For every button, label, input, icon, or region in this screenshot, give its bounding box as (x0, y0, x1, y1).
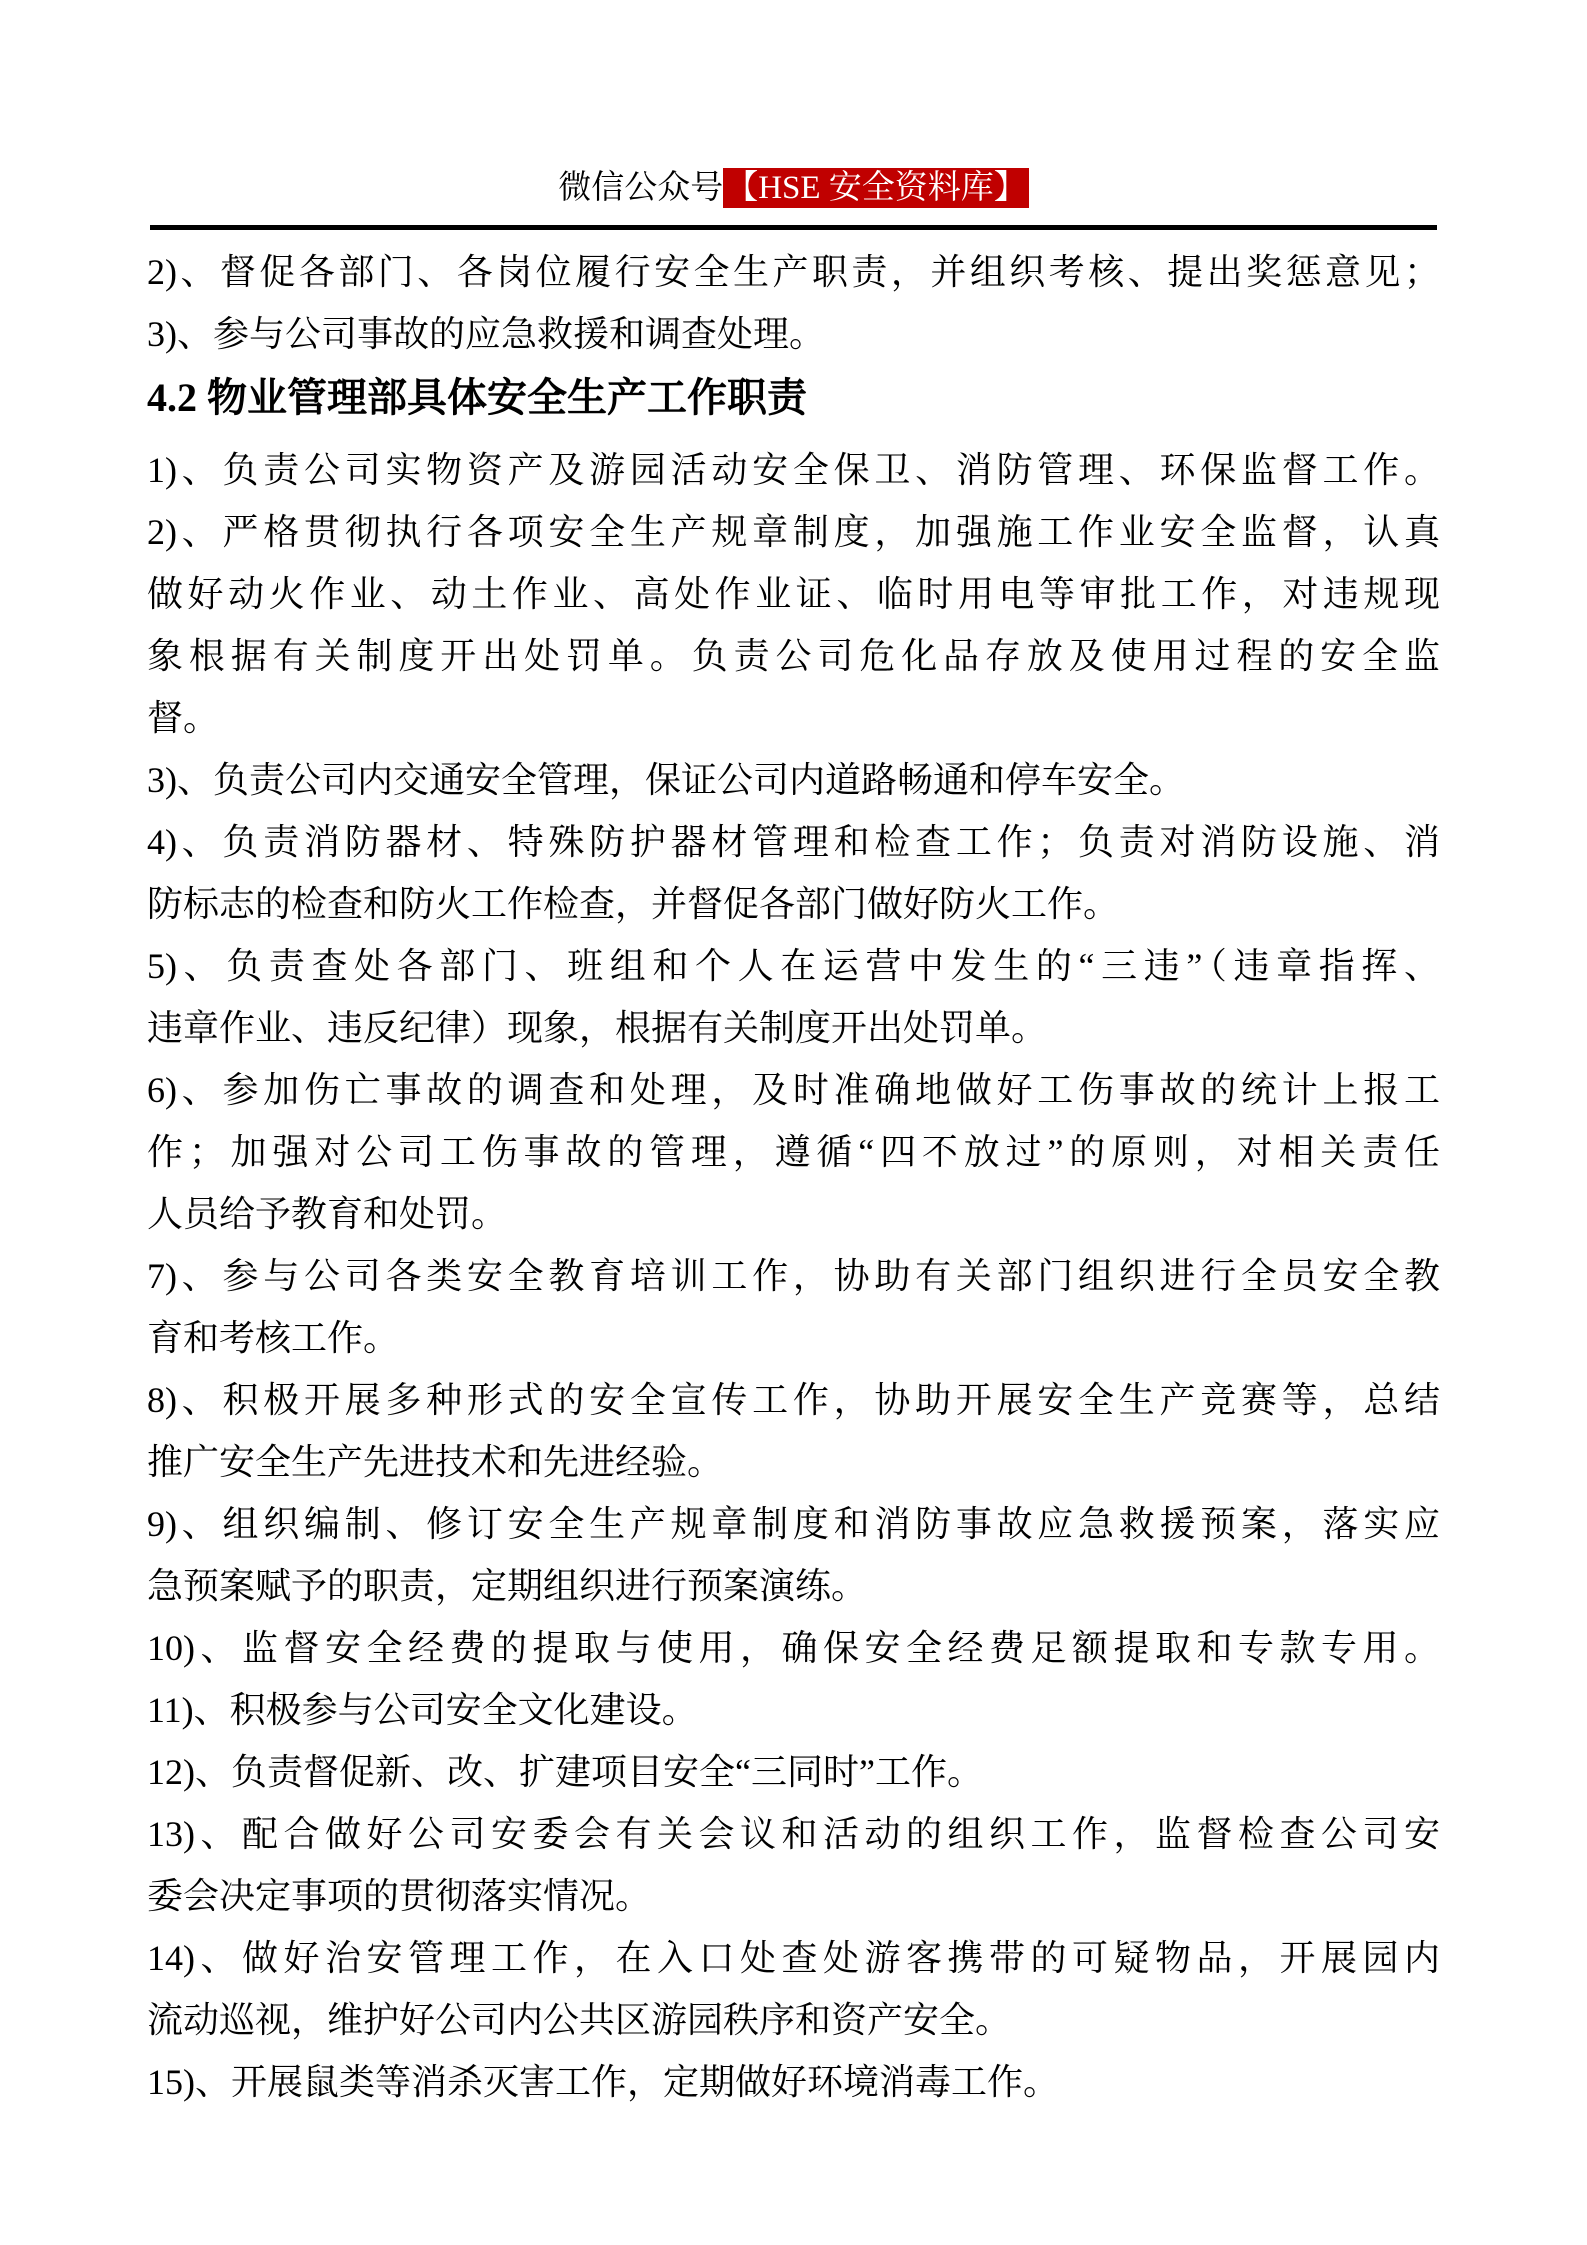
text-line: 流动巡视，维护好公司内公共区游园秩序和资产安全。 (147, 2000, 1012, 2040)
text-line: 10)、监督安全经费的提取与使用，确保安全经费足额提取和专款专用。 (147, 1628, 1440, 1668)
text-line: 委会决定事项的贯彻落实情况。 (147, 1876, 652, 1916)
text-line: 4)、负责消防器材、特殊防护器材管理和检查工作；负责对消防设施、消 (147, 822, 1440, 862)
text-line: 1)、负责公司实物资产及游园活动安全保卫、消防管理、环保监督工作。 (147, 450, 1440, 490)
text-line: 防标志的检查和防火工作检查，并督促各部门做好防火工作。 (147, 884, 1120, 924)
text-line: 15)、开展鼠类等消杀灭害工作，定期做好环境消毒工作。 (147, 2062, 1059, 2102)
text-line: 2)、严格贯彻执行各项安全生产规章制度，加强施工作业安全监督，认真 (147, 512, 1440, 552)
section-heading: 4.2 物业管理部具体安全生产工作职责 (147, 375, 807, 420)
header-highlight: 【HSE 安全资料库】 (725, 170, 1027, 206)
text-line: 作；加强对公司工伤事故的管理，遵循“四不放过”的原则，对相关责任 (147, 1132, 1440, 1172)
text-line: 5)、负责查处各部门、班组和个人在运营中发生的“三违”（违章指挥、 (147, 946, 1440, 986)
text-line: 做好动火作业、动土作业、高处作业证、临时用电等审批工作，对违规现 (147, 574, 1440, 614)
page-header (150, 163, 1437, 230)
document-body (147, 241, 1440, 2113)
text-line: 8)、积极开展多种形式的安全宣传工作，协助开展安全生产竞赛等，总结 (147, 1380, 1440, 1420)
text-line: 9)、组织编制、修订安全生产规章制度和消防事故应急救援预案，落实应 (147, 1504, 1440, 1544)
text-line: 督。 (147, 698, 220, 738)
text-line: 14)、做好治安管理工作，在入口处查处游客携带的可疑物品，开展园内 (147, 1938, 1440, 1978)
text-line: 违章作业、违反纪律）现象，根据有关制度开出处罚单。 (147, 1008, 1048, 1048)
text-line: 推广安全生产先进技术和先进经验。 (147, 1442, 724, 1482)
text-line: 7)、参与公司各类安全教育培训工作，协助有关部门组织进行全员安全教 (147, 1256, 1440, 1296)
text-line: 急预案赋予的职责，定期组织进行预案演练。 (147, 1566, 868, 1606)
text-line: 3)、负责公司内交通安全管理，保证公司内道路畅通和停车安全。 (147, 760, 1185, 800)
text-line: 12)、负责督促新、改、扩建项目安全“三同时”工作。 (147, 1752, 983, 1792)
text-line: 象根据有关制度开出处罚单。负责公司危化品存放及使用过程的安全监 (147, 636, 1440, 676)
text-line: 3)、参与公司事故的应急救援和调查处理。 (147, 314, 825, 354)
text-line: 2)、督促各部门、各岗位履行安全生产职责，并组织考核、提出奖惩意见； (147, 252, 1440, 292)
text-line: 13)、配合做好公司安委会有关会议和活动的组织工作，监督检查公司安 (147, 1814, 1440, 1854)
header-prefix: 微信公众号 (558, 170, 724, 206)
text-line: 11)、积极参与公司安全文化建设。 (147, 1690, 698, 1730)
text-line: 育和考核工作。 (147, 1318, 400, 1358)
text-line: 6)、参加伤亡事故的调查和处理，及时准确地做好工伤事故的统计上报工 (147, 1070, 1440, 1110)
text-line: 人员给予教育和处罚。 (147, 1194, 508, 1234)
